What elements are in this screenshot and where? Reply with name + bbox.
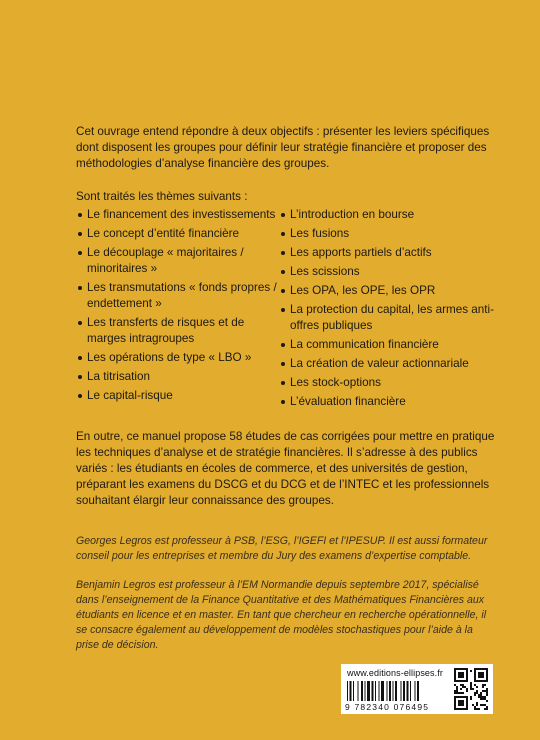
author-bio-georges: Georges Legros est professeur à PSB, l’ESG, l’IGEFI et l’IPESUP. Il est aussi formateur conseil pour les entreprises et membre du Jury des examens d’expertise comptable.: [76, 535, 488, 562]
back-cover-text: [76, 124, 496, 667]
themes-right-column: [281, 207, 496, 413]
intro-paragraph: Cet ouvrage entend répondre à deux objectifs : présenter les leviers spécifiques dont disposent les groupes pour définir leur stratégie financière et proposer des méthodologies d’analyse financière des groupes.: [76, 125, 490, 170]
theme-item: La création de valeur actionnariale: [281, 356, 496, 372]
theme-item: Le concept d’entité financière: [78, 226, 277, 242]
theme-item: Les transferts de risques et de marges intragroupes: [78, 315, 277, 347]
theme-item: Le découplage « majoritaires / minoritaires »: [78, 245, 277, 277]
publisher-website: www.editions-ellipses.fr: [347, 668, 443, 678]
theme-item: La titrisation: [78, 369, 277, 385]
theme-item: La protection du capital, les armes anti-offres publiques: [281, 302, 496, 334]
outro-paragraph: En outre, ce manuel propose 58 études de cas corrigées pour mettre en pratique les techniques d’analyse et de stratégie financières. Il s’adresse à des publics variés : les étudiants en écoles de commerce, et des universités de gestion, préparant les examens du DSCG et du DCG et de l’INTEC et les professionnels souhaitant élargir leur connaissance des groupes.: [76, 430, 495, 507]
theme-item: L’évaluation financière: [281, 394, 496, 410]
theme-item: Les opérations de type « LBO »: [78, 350, 277, 366]
theme-item: Les OPA, les OPE, les OPR: [281, 283, 496, 299]
theme-item: Les stock-options: [281, 375, 496, 391]
themes-left-column: [78, 207, 277, 413]
isbn-number: 9 782340 076495: [345, 702, 430, 712]
theme-item: Le financement des investissements: [78, 207, 277, 223]
author-bio-benjamin: Benjamin Legros est professeur à l’EM Normandie depuis septembre 2017, spécialisé dans l’enseignement de la Finance Quantitative et des Mathématiques Financières aux étudiants en licence et en master. En tant que chercheur en recherche opérationnelle, il se consacre également au développement de modèles stochastiques pour l’aide à la prise de décision.: [76, 579, 487, 651]
themes-list: [76, 207, 496, 413]
theme-item: Les scissions: [281, 264, 496, 280]
barcode-box: [341, 664, 493, 714]
themes-heading: Sont traités les thèmes suivants :: [76, 190, 248, 203]
theme-item: L’introduction en bourse: [281, 207, 496, 223]
theme-item: Le capital-risque: [78, 388, 277, 404]
theme-item: Les fusions: [281, 226, 496, 242]
theme-item: Les transmutations « fonds propres / endettement »: [78, 280, 277, 312]
qr-code-icon: [454, 668, 488, 710]
theme-item: La communication financière: [281, 337, 496, 353]
theme-item: Les apports partiels d’actifs: [281, 245, 496, 261]
barcode-icon: [347, 681, 447, 701]
